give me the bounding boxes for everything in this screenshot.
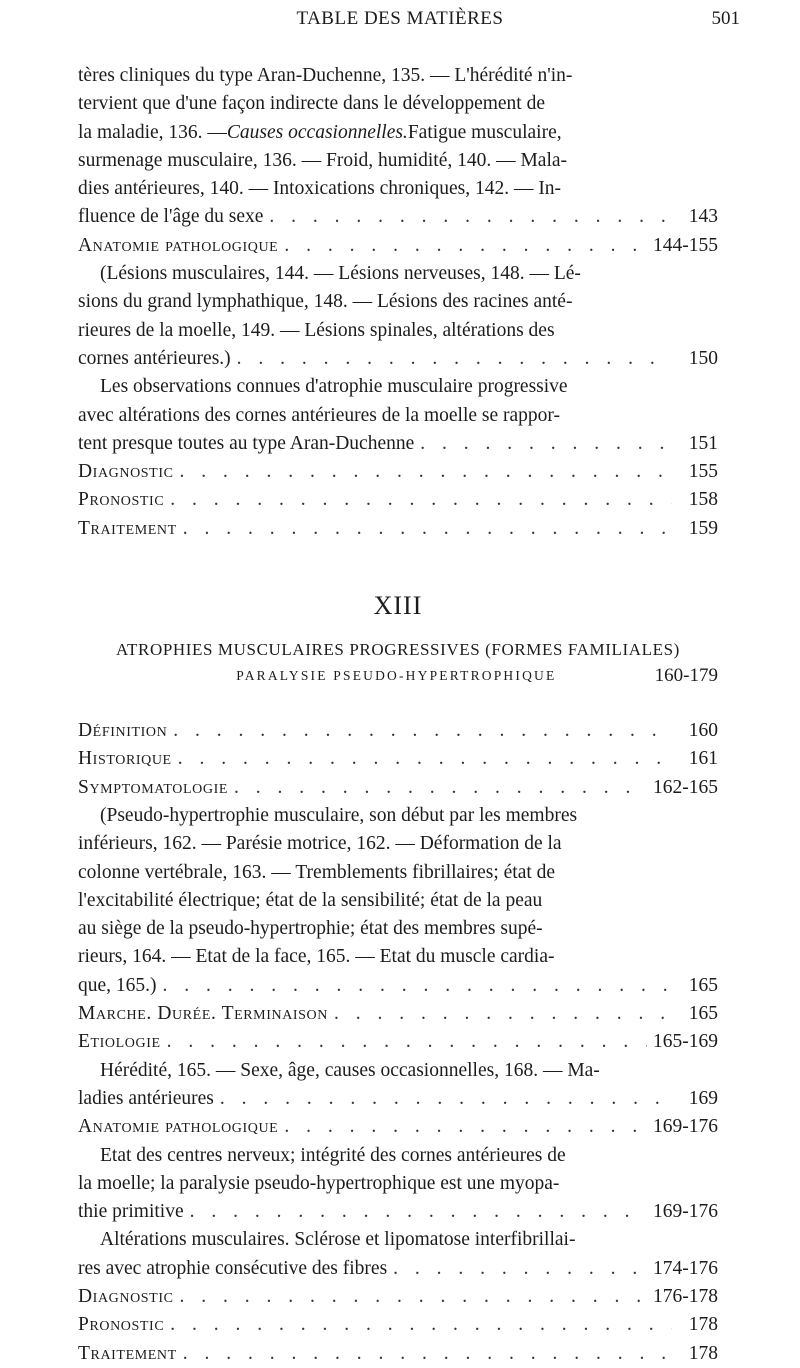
toc-text-line: rieurs, 164. — Etat de la face, 165. — Etat du muscle cardia- xyxy=(78,946,555,968)
toc-text-line: (Lésions musculaires, 144. — Lésions nerveuses, 148. — Lé- xyxy=(100,263,581,285)
toc-entry: tent presque toutes au type Aran-Duchenne . . . 151 xyxy=(78,430,718,458)
toc-entry-traitement: Traitement . . . 178 xyxy=(78,1340,718,1368)
toc-page-ref: 158 xyxy=(688,489,718,511)
toc-page-ref: 169-176 xyxy=(653,1116,718,1138)
chapter-title: ATROPHIES MUSCULAIRES PROGRESSIVES (FORMES FAMILIALES) xyxy=(116,640,680,660)
chapter-subtitle: PARALYSIE PSEUDO-HYPERTROPHIQUE xyxy=(236,668,557,684)
toc-text-line: la maladie, 136. — Causes occasionnelles. Fatigue musculaire, xyxy=(78,119,718,147)
toc-entry-traitement: Traitement . . . 159 xyxy=(78,515,718,543)
toc-entry-definition: Définition . . . 160 xyxy=(78,717,718,745)
toc-text-line: Etat des centres nerveux; intégrité des cornes antérieures de xyxy=(100,1144,566,1166)
toc-entry: thie primitive . . . 169-176 xyxy=(78,1198,718,1226)
toc-page-ref: 176-178 xyxy=(653,1285,718,1307)
toc-page-ref: 162-165 xyxy=(653,776,718,798)
toc-page-ref: 151 xyxy=(688,432,718,454)
toc-page-ref: 150 xyxy=(688,347,718,369)
toc-entry-anatomie: Anatomie pathologique . . . 144-155 xyxy=(78,232,718,260)
toc-entry-anatomie: Anatomie pathologique . . . 169-176 xyxy=(78,1113,718,1141)
toc-page-ref: 161 xyxy=(688,748,718,770)
toc-text-line: rieures de la moelle, 149. — Lésions spinales, altérations des xyxy=(78,319,555,341)
toc-text-line: sions du grand lymphathique, 148. — Lésions des racines anté- xyxy=(78,291,573,313)
toc-text-line: tères cliniques du type Aran-Duchenne, 135. — L'hérédité n'in- xyxy=(78,65,573,86)
table-of-contents xyxy=(78,62,718,1368)
toc-text-line: colonne vertébrale, 163. — Tremblements fibrillaires; état de xyxy=(78,861,556,883)
toc-text-line: avec altérations des cornes antérieures de la moelle se rappor- xyxy=(78,404,561,426)
toc-text-line: surmenage musculaire, 136. — Froid, humidité, 140. — Mala- xyxy=(78,149,568,171)
toc-entry-pronostic: Pronostic . . . 158 xyxy=(78,486,718,514)
toc-page-ref: 165 xyxy=(688,974,718,996)
causes-italic: Causes occasionnelles. xyxy=(226,121,408,143)
toc-entry-etiologie: Etiologie . . . 165-169 xyxy=(78,1028,718,1056)
toc-page-ref: 159 xyxy=(688,517,718,539)
toc-text-line: dies antérieures, 140. — Intoxications chroniques, 142. — In- xyxy=(78,178,562,200)
toc-entry-symptomatologie: Symptomatologie . . . 162-165 xyxy=(78,774,718,802)
chapter-page-range: 160-179 xyxy=(654,665,718,687)
toc-text-line: l'excitabilité électrique; état de la sensibilité; état de la peau xyxy=(78,889,543,911)
toc-page-ref: 165 xyxy=(688,1003,718,1025)
toc-page-ref: 165-169 xyxy=(653,1031,718,1053)
toc-text-line: inférieurs, 162. — Parésie motrice, 162. — Déformation de la xyxy=(78,833,562,855)
chapter-subtitle-row xyxy=(78,663,718,689)
toc-entry: fluence de l'âge du sexe . . . 143 xyxy=(78,203,718,231)
toc-page-ref: 155 xyxy=(688,461,718,483)
toc-page-ref: 169 xyxy=(688,1087,718,1109)
toc-text-line: la moelle; la paralysie pseudo-hypertrophique est une myopa- xyxy=(78,1172,560,1194)
toc-entry: que, 165.) . . . 165 xyxy=(78,972,718,1000)
toc-page-ref: 160 xyxy=(688,720,718,742)
toc-text-line: Altérations musculaires. Sclérose et lipomatose interfibrillai- xyxy=(100,1229,576,1251)
chapter-number: XIII xyxy=(373,591,423,621)
toc-page-ref: 178 xyxy=(688,1342,718,1364)
toc-entry-pronostic: Pronostic . . . 178 xyxy=(78,1311,718,1339)
toc-text-line: (Pseudo-hypertrophie musculaire, son début par les membres xyxy=(100,804,578,826)
toc-page-ref: 144-155 xyxy=(653,234,718,256)
page-number: 501 xyxy=(711,8,740,29)
toc-entry-marche: Marche. Durée. Terminaison . . . 165 xyxy=(78,1000,718,1028)
toc-text-line: Hérédité, 165. — Sexe, âge, causes occasionnelles, 168. — Ma- xyxy=(100,1059,600,1081)
toc-page-ref: 169-176 xyxy=(653,1201,718,1223)
toc-page-ref: 143 xyxy=(688,206,718,228)
toc-page-ref: 174-176 xyxy=(653,1257,718,1279)
running-title: TABLE DES MATIÈRES xyxy=(296,8,504,29)
toc-entry: cornes antérieures.) . . . 150 xyxy=(78,345,718,373)
toc-text-line: tervient que d'une façon indirecte dans le développement de xyxy=(78,93,545,115)
toc-entry: ladies antérieures . . . 169 xyxy=(78,1085,718,1113)
toc-page-ref: 178 xyxy=(688,1314,718,1336)
toc-text-line: au siège de la pseudo-hypertrophie; état des membres supé- xyxy=(78,918,543,940)
toc-entry-historique: Historique . . . 161 xyxy=(78,745,718,773)
running-head xyxy=(60,8,740,38)
toc-entry-diagnostic: Diagnostic . . . 155 xyxy=(78,458,718,486)
toc-entry: res avec atrophie consécutive des fibres . . . 174-176 xyxy=(78,1255,718,1283)
toc-text-line: Les observations connues d'atrophie musculaire progressive xyxy=(100,376,568,398)
toc-entry-diagnostic: Diagnostic . . . 176-178 xyxy=(78,1283,718,1311)
